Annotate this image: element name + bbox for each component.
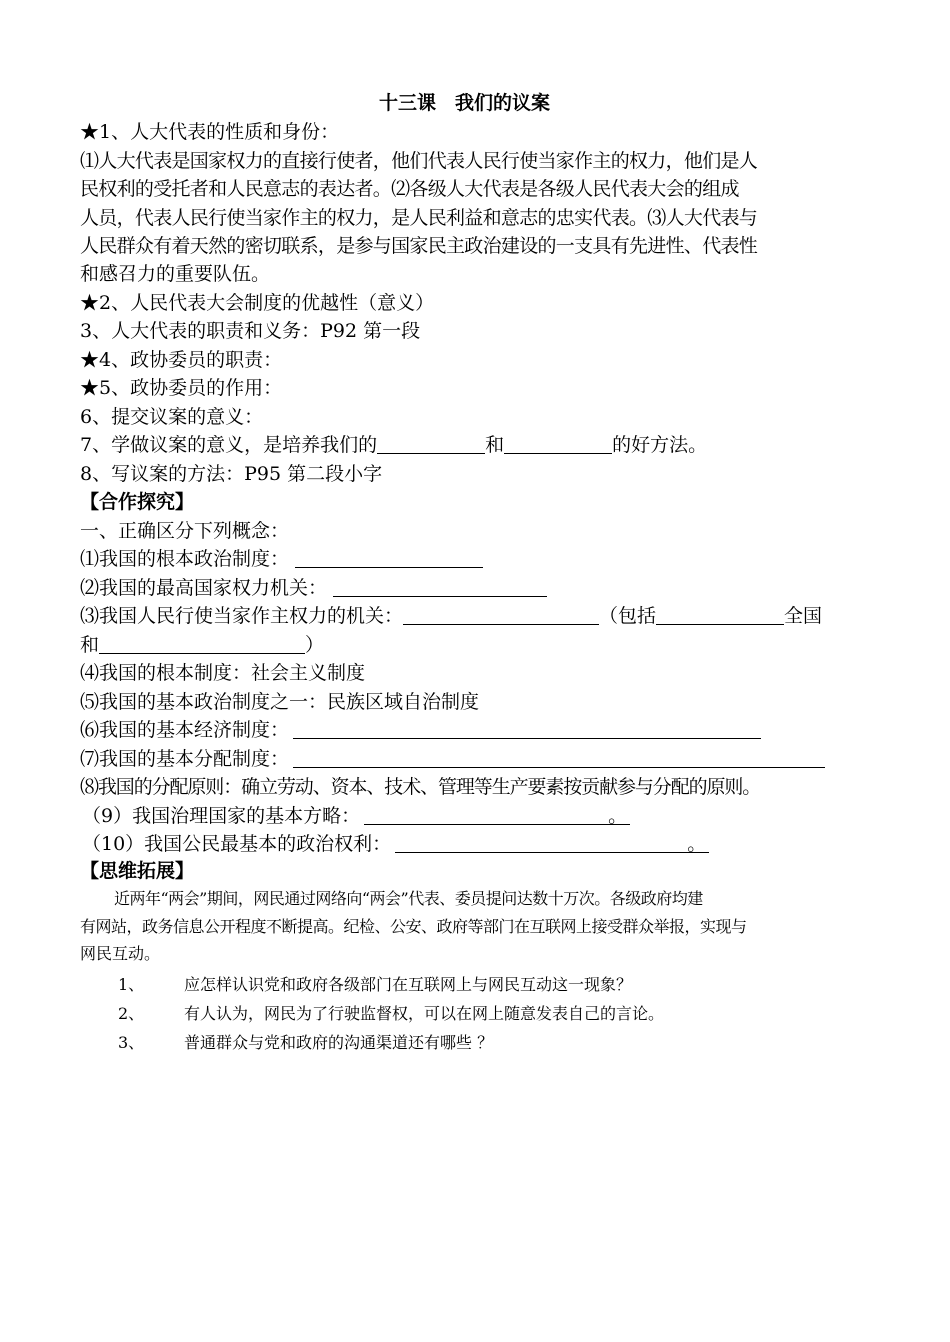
- question-8: ⑻我国的分配原则：确立劳动、资本、技术、管理等生产要素按贡献参与分配的原则。: [80, 776, 761, 798]
- question-10: [82, 830, 706, 858]
- question-10-text: （10）我国公民最基本的政治权利：: [82, 833, 392, 855]
- question-number: 1、: [118, 975, 145, 994]
- question-3-close: ）: [305, 634, 325, 656]
- question-text: 普通群众与党和政府的沟通渠道还有哪些 ？: [184, 1033, 494, 1052]
- question-10-period: 。: [687, 833, 707, 855]
- cooperate-heading: 【合作探究】: [80, 491, 195, 513]
- point-7-end: 的好方法。: [612, 434, 708, 456]
- point-1-line: 和感召力的重要队伍。: [80, 263, 271, 285]
- point-7-and: 和: [485, 434, 505, 456]
- point-7: [80, 431, 707, 459]
- question-3-include: （包括: [599, 605, 657, 627]
- question-number: 2、: [118, 1004, 145, 1023]
- point-1-line: 人员，代表人民行使当家作主的权力，是人民利益和意志的忠实代表。⑶人大代表与: [80, 207, 758, 229]
- answer-blank[interactable]: [293, 747, 825, 768]
- answer-blank[interactable]: [377, 433, 485, 454]
- point-1-line: 人民群众有着天然的密切联系，是参与国家民主政治建设的一支具有先进性、代表性: [80, 235, 758, 257]
- thinking-heading: 【思维拓展】: [80, 860, 195, 882]
- answer-blank[interactable]: [403, 604, 599, 625]
- point-1-heading: ★1、人大代表的性质和身份：: [80, 121, 340, 143]
- point-4: ★4、政协委员的职责：: [80, 349, 283, 371]
- question-7: [80, 745, 825, 773]
- answer-blank[interactable]: [293, 718, 761, 739]
- thinking-para-line: 网民互动。: [80, 944, 161, 963]
- point-5: ★5、政协委员的作用：: [80, 377, 283, 399]
- point-2: ★2、人民代表大会制度的优越性（意义）: [80, 292, 435, 314]
- question-3-and: 和: [80, 634, 100, 656]
- question-5: ⑸我国的基本政治制度之一：民族区域自治制度: [80, 691, 480, 713]
- page-title: 十三课 我们的议案: [379, 92, 551, 114]
- question-text: 有人认为，网民为了行驶监督权，可以在网上随意发表自己的言论。: [184, 1004, 665, 1023]
- point-1-line: ⑴人大代表是国家权力的直接行使者，他们代表人民行使当家作主的权力，他们是人: [80, 150, 758, 172]
- thinking-question-3: [118, 1030, 493, 1056]
- question-3-national: 全国: [784, 605, 823, 627]
- question-2-text: ⑵我国的最高国家权力机关：: [80, 577, 328, 599]
- point-7-text: 7、学做议案的意义，是培养我们的: [80, 434, 378, 456]
- question-4: ⑷我国的根本制度：社会主义制度: [80, 662, 366, 684]
- question-1: [80, 545, 483, 573]
- point-3: 3、人大代表的职责和义务：P92 第一段: [80, 320, 421, 342]
- thinking-para-line: 有网站，政务信息公开程度不断提高。纪检、公安、政府等部门在互联网上接受群众举报，实现与: [80, 917, 747, 936]
- answer-blank[interactable]: [333, 576, 547, 597]
- point-1-line: 民权利的受托者和人民意志的表达者。⑵各级人大代表是各级人民代表大会的组成: [80, 178, 739, 200]
- answer-blank[interactable]: [395, 832, 709, 853]
- thinking-question-1: [118, 972, 632, 998]
- question-9-text: （9）我国治理国家的基本方略：: [82, 805, 361, 827]
- answer-blank[interactable]: [99, 633, 305, 654]
- question-3: [80, 602, 822, 630]
- question-text: 应怎样认识党和政府各级部门在互联网上与网民互动这一现象？: [184, 975, 633, 994]
- question-9-period: 。: [608, 805, 628, 827]
- question-number: 3、: [118, 1033, 145, 1052]
- point-6: 6、提交议案的意义：: [80, 406, 264, 428]
- question-3-text: ⑶我国人民行使当家作主权力的机关：: [80, 605, 404, 627]
- question-6-text: ⑹我国的基本经济制度：: [80, 719, 290, 741]
- question-3-cont: [80, 631, 324, 659]
- answer-blank[interactable]: [364, 804, 630, 825]
- question-6: [80, 716, 761, 744]
- point-8: 8、写议案的方法：P95 第二段小字: [80, 463, 383, 485]
- question-1-text: ⑴我国的根本政治制度：: [80, 548, 290, 570]
- question-7-text: ⑺我国的基本分配制度：: [80, 748, 290, 770]
- question-2: [80, 574, 547, 602]
- answer-blank[interactable]: [504, 433, 612, 454]
- thinking-para-line: 近两年“两会”期间，网民通过网络向“两会”代表、委员提问达数十万次。各级政府均建: [114, 889, 703, 908]
- question-9: [82, 802, 627, 830]
- thinking-question-2: [118, 1001, 664, 1027]
- answer-blank[interactable]: [295, 547, 483, 568]
- answer-blank[interactable]: [656, 604, 784, 625]
- cooperate-intro: 一、正确区分下列概念：: [80, 520, 290, 542]
